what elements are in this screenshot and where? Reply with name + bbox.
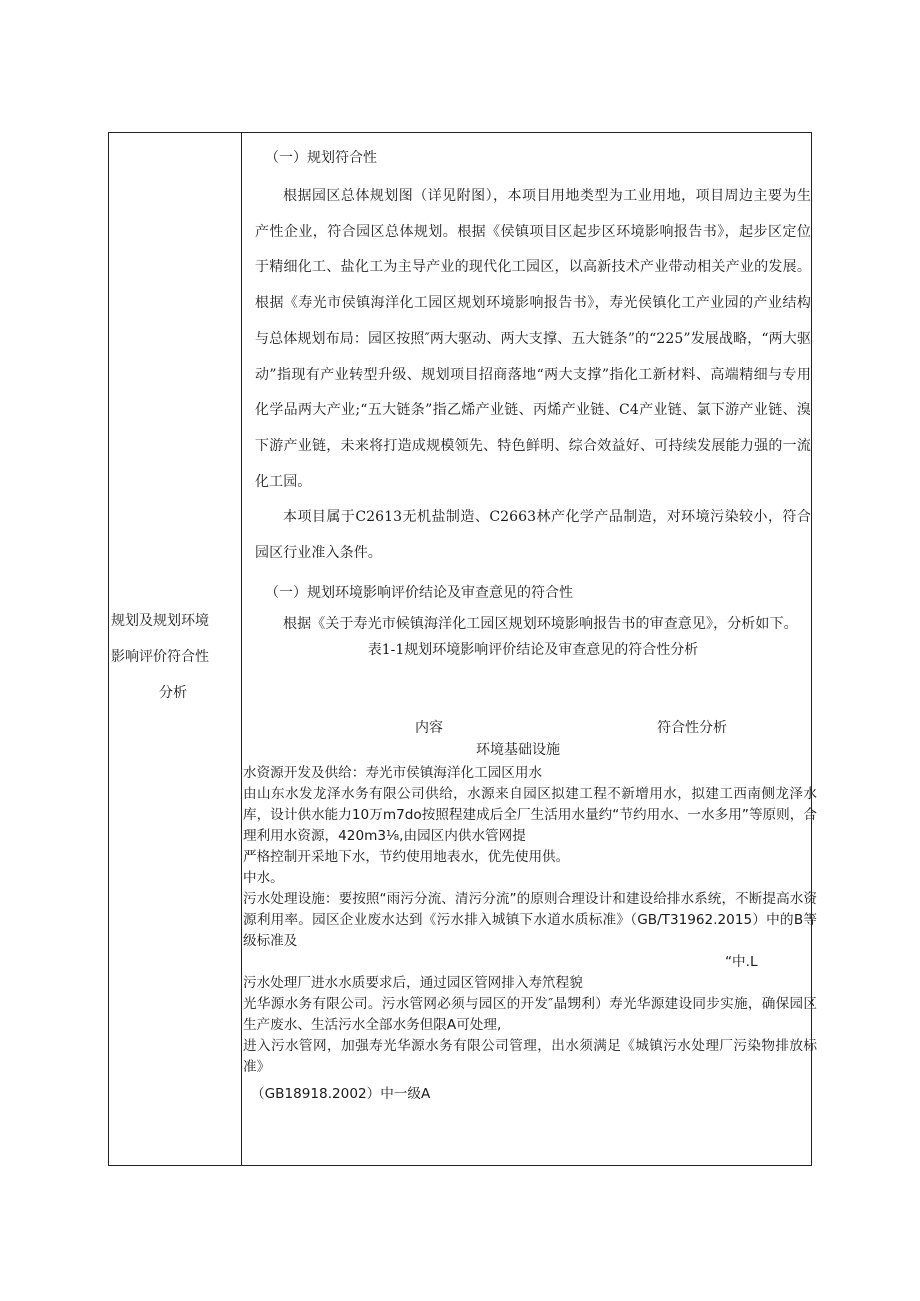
header-content: 内容	[415, 719, 443, 736]
row-label	[109, 603, 241, 711]
section-heading-eia: （一）规划环境影响评价结论及审查意见的符合性	[265, 584, 573, 601]
text-line: 污水处理厂进水水质要求后，通过园区管网排入寿笊程貌	[243, 974, 583, 991]
text-line: 由山东水发龙泽水务有限公司供给，水源来自园区拟建工程不新增用水，拟建工西南侧龙泽水库，设计供水能力10万m7do按照程建成后全厂生活用水量约“节约用水、一水多用”等原则，合理利用水资源，420m3⅛,由园区内供水管网提	[243, 785, 817, 844]
inner-table-header	[255, 717, 811, 739]
text-line: 光华源水务有限公司。污水管网必须与园区的开发″晶甥利）寿光华源建设同步实施，确保园区生产废水、生活污水全部水务但限A可处理,	[243, 995, 817, 1033]
row-label-line-2: 影响评价符合性	[111, 649, 209, 665]
text-line: （GB18918.2002）中一级A	[251, 1085, 431, 1102]
infrastructure-text	[243, 763, 817, 1105]
paragraph-planning-compliance: 根据园区总体规划图（详见附图），本项目用地类型为工业用地，项目周边主要为生产性企业，符合园区总体规划。根据《侯镇项目区起步区环境影响报告书》，起步区定位于精细化工、盐化工为主导产业的现代化工园区，以高新技术产业带动相关产业的发展。根据《寿光市侯镇海洋化工园区规划环境影响报告书》，寿光侯镇化工产业园的产业结构与总体规划布局：园区按照″两大驱动、两大支撑、五大链条”的“225”发展战略，“两大驱动”指现有产业转型升级、规划项目招商落地“两大支撑”指化工新材料、高端精细与专用化学品两大产业;“五大链条”指乙烯产业链、丙烯产业链、C4产业链、氯下游产业链、溴下游产业链，未来将打造成规模领先、特色鲜明、综合效益好、可持续发展能力强的一流化工园。	[255, 188, 811, 490]
table-subheader: 环境基础设施	[476, 741, 560, 758]
section-heading-planning: （一）规划符合性	[265, 150, 377, 166]
form-table	[108, 132, 817, 1166]
text-line-right: “中.L	[725, 953, 758, 970]
column-divider	[241, 133, 242, 1165]
text-line: 严格控制开采地下水，节约使用地表水，优先使用供。	[243, 848, 570, 865]
header-analysis: 符合性分析	[657, 719, 727, 736]
text-line: 中水。	[243, 869, 284, 886]
row-content	[243, 147, 817, 1105]
paragraph-industry-access: 本项目属于C2613无机盐制造、C2663林产化学产品制造，对环境污染较小，符合园区行业准入条件。	[255, 509, 811, 562]
text-line: 污水处理设施：要按照“雨污分流、清污分流”的原则合理设计和建设给排水系统，不断提高水资源利用率。园区企业废水达到《污水排入城镇下水道水质标准》（GB/T31962.2015）中的B等级标准及	[243, 890, 817, 949]
table-caption: 表1-1规划环境影响评价结论及审查意见的符合性分析	[367, 641, 699, 658]
row-label-line-1: 规划及规划环境	[111, 613, 209, 629]
text-line	[243, 952, 817, 973]
paragraph-eia-intro: 根据《关于寿光市候镇海洋化工园区规划环境影响报告书的审查意见》，分析如下。	[283, 615, 798, 632]
row-label-line-3: 分析	[159, 685, 187, 701]
text-line: 水资源开发及供给：寿光市侯镇海洋化工园区用水	[243, 764, 543, 781]
text-line: 进入污水管网，加强寿光华源水务有限公司管理，出水须满足《城镇污水处理厂污染物排放标准》	[243, 1037, 817, 1075]
